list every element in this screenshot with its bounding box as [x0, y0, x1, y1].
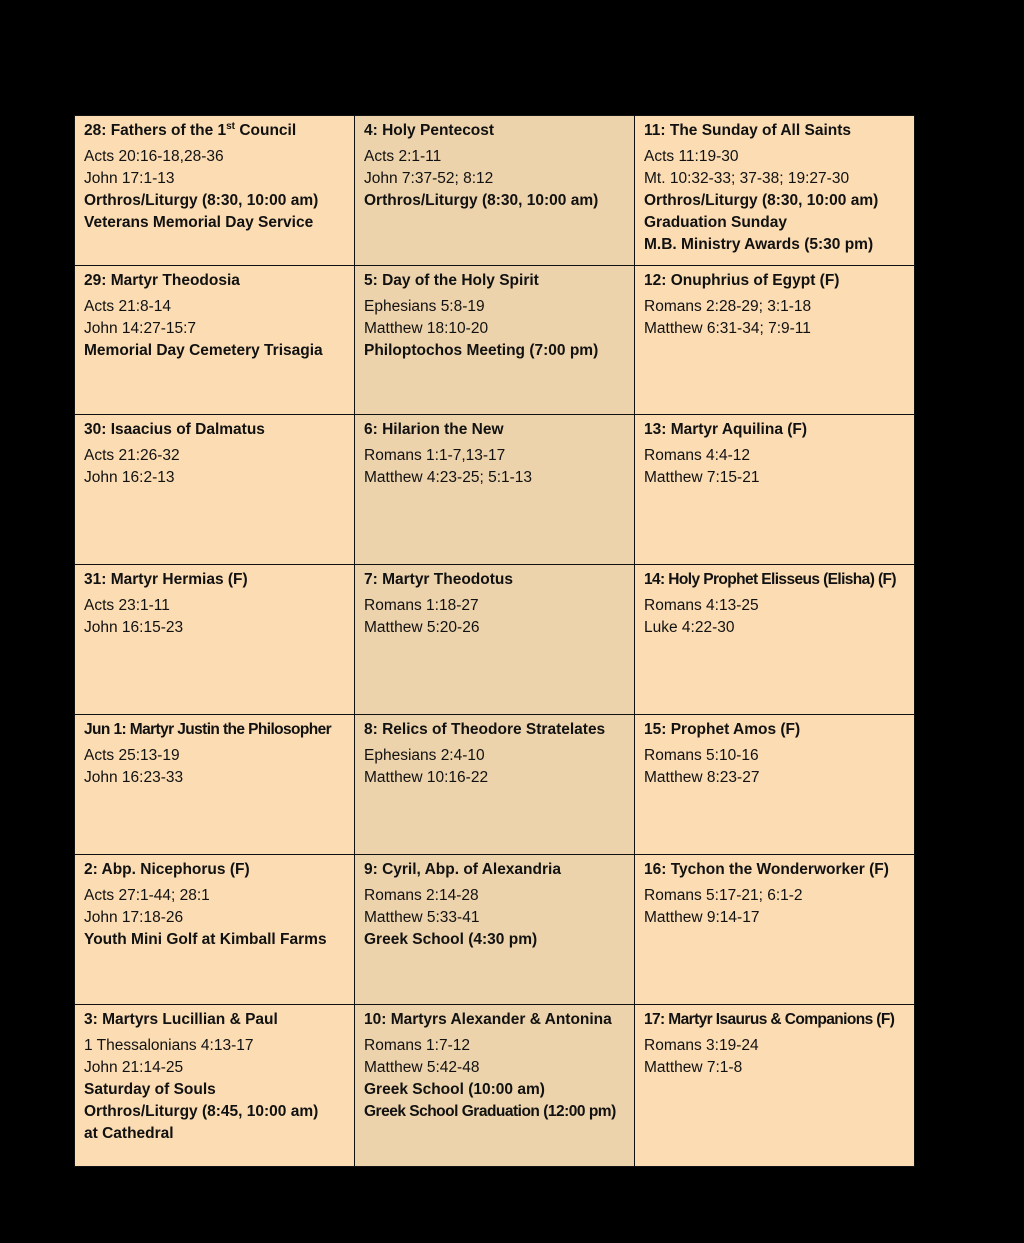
reading-line: Matthew 9:14-17 — [644, 909, 760, 926]
day-cell — [355, 1005, 635, 1167]
day-title — [364, 719, 626, 741]
day-title — [84, 120, 346, 142]
day-title — [84, 270, 346, 292]
day-cell — [635, 565, 915, 715]
day-title — [364, 859, 626, 881]
reading-line: Romans 2:28-29; 3:1-18 — [644, 298, 812, 315]
reading-line: Luke 4:22-30 — [644, 619, 735, 636]
reading-line: Romans 1:18-27 — [364, 597, 479, 614]
day-title-text: 9: Cyril, Abp. of Alexandria — [364, 861, 561, 878]
event-line: Orthros/Liturgy (8:30, 10:00 am) — [644, 192, 879, 209]
calendar-table — [74, 115, 915, 1167]
calendar-row — [75, 266, 915, 415]
reading-line: Romans 5:17-21; 6:1-2 — [644, 887, 803, 904]
event-line: M.B. Ministry Awards (5:30 pm) — [644, 236, 874, 253]
day-title-text: 2: Abp. Nicephorus (F) — [84, 861, 250, 878]
reading-line: Matthew 5:20-26 — [364, 619, 480, 636]
day-cell — [635, 1005, 915, 1167]
day-title — [364, 419, 626, 441]
day-cell — [355, 415, 635, 565]
reading-line: Acts 20:16-18,28-36 — [84, 148, 224, 165]
day-title-text: 14: Holy Prophet Elisseus (Elisha) (F) — [644, 571, 896, 588]
event-line: Greek School (4:30 pm) — [364, 931, 538, 948]
reading-line: Mt. 10:32-33; 37-38; 19:27-30 — [644, 170, 850, 187]
day-title-text: 30: Isaacius of Dalmatus — [84, 421, 265, 438]
reading-line: Matthew 4:23-25; 5:1-13 — [364, 469, 533, 486]
reading-line: Matthew 7:15-21 — [644, 469, 760, 486]
day-title-text: 11: The Sunday of All Saints — [644, 122, 851, 139]
day-title — [644, 569, 906, 591]
day-cell — [75, 855, 355, 1005]
day-cell — [75, 266, 355, 415]
day-cell — [635, 266, 915, 415]
day-title-text: 29: Martyr Theodosia — [84, 272, 240, 289]
reading-line: Ephesians 5:8-19 — [364, 298, 485, 315]
ordinal-suffix: st — [226, 120, 236, 132]
day-title-text: 28: Fathers of the 1 — [84, 122, 227, 139]
day-cell — [75, 1005, 355, 1167]
reading-line: Acts 21:8-14 — [84, 298, 172, 315]
reading-line: Romans 1:7-12 — [364, 1037, 470, 1054]
calendar-body — [75, 116, 915, 1167]
calendar-row — [75, 565, 915, 715]
event-line: Greek School (10:00 am) — [364, 1081, 545, 1098]
reading-line: Matthew 5:42-48 — [364, 1059, 480, 1076]
day-cell — [355, 565, 635, 715]
event-line: at Cathedral — [84, 1125, 174, 1142]
reading-line: John 7:37-52; 8:12 — [364, 170, 494, 187]
day-title — [364, 569, 626, 591]
day-title — [644, 120, 906, 142]
day-title-text: 8: Relics of Theodore Stratelates — [364, 721, 606, 738]
reading-line: Acts 21:26-32 — [84, 447, 180, 464]
reading-line: Acts 23:1-11 — [84, 597, 170, 614]
day-title — [364, 1009, 626, 1031]
reading-line: Acts 11:19-30 — [644, 148, 739, 165]
day-title-text: 16: Tychon the Wonderworker (F) — [644, 861, 889, 878]
day-title-text: Jun 1: Martyr Justin the Philosopher — [84, 721, 332, 738]
day-title — [644, 1009, 906, 1031]
day-cell — [635, 415, 915, 565]
reading-line: Romans 4:4-12 — [644, 447, 750, 464]
day-title-text: 15: Prophet Amos (F) — [644, 721, 801, 738]
day-title — [644, 419, 906, 441]
reading-line: Matthew 6:31-34; 7:9-11 — [644, 320, 811, 337]
day-cell — [75, 565, 355, 715]
event-line: Orthros/Liturgy (8:30, 10:00 am) — [364, 192, 599, 209]
event-line: Youth Mini Golf at Kimball Farms — [84, 931, 327, 948]
reading-line: Matthew 10:16-22 — [364, 769, 489, 786]
event-line: Graduation Sunday — [644, 214, 787, 231]
day-title — [84, 859, 346, 881]
event-line: Orthros/Liturgy (8:45, 10:00 am) — [84, 1103, 319, 1120]
reading-line: Romans 1:1-7,13-17 — [364, 447, 506, 464]
day-title — [644, 270, 906, 292]
day-title-text: 10: Martyrs Alexander & Antonina — [364, 1011, 612, 1028]
day-title-text: 5: Day of the Holy Spirit — [364, 272, 539, 289]
day-cell — [75, 715, 355, 855]
event-line: Greek School Graduation (12:00 pm) — [364, 1103, 616, 1120]
calendar-row — [75, 116, 915, 266]
reading-line: John 16:23-33 — [84, 769, 184, 786]
day-cell — [635, 855, 915, 1005]
event-line: Orthros/Liturgy (8:30, 10:00 am) — [84, 192, 319, 209]
day-title-text: 12: Onuphrius of Egypt (F) — [644, 272, 840, 289]
day-title — [84, 419, 346, 441]
day-title-text: 31: Martyr Hermias (F) — [84, 571, 248, 588]
reading-line: Matthew 5:33-41 — [364, 909, 480, 926]
day-title — [644, 859, 906, 881]
event-line: Memorial Day Cemetery Trisagia — [84, 342, 323, 359]
reading-line: Acts 27:1-44; 28:1 — [84, 887, 210, 904]
day-title — [84, 569, 346, 591]
reading-line: John 14:27-15:7 — [84, 320, 197, 337]
reading-line: John 16:2-13 — [84, 469, 175, 486]
reading-line: Ephesians 2:4-10 — [364, 747, 485, 764]
day-title — [364, 270, 626, 292]
reading-line: Romans 5:10-16 — [644, 747, 759, 764]
day-cell — [355, 715, 635, 855]
day-title — [84, 719, 346, 741]
reading-line: Acts 25:13-19 — [84, 747, 180, 764]
reading-line: John 21:14-25 — [84, 1059, 184, 1076]
day-title — [364, 120, 626, 142]
day-title-text: 6: Hilarion the New — [364, 421, 504, 438]
reading-line: John 17:1-13 — [84, 170, 175, 187]
calendar-row — [75, 415, 915, 565]
day-title-text: 4: Holy Pentecost — [364, 122, 495, 139]
day-cell — [355, 266, 635, 415]
day-cell — [635, 715, 915, 855]
reading-line: Matthew 8:23-27 — [644, 769, 760, 786]
reading-line: John 16:15-23 — [84, 619, 184, 636]
event-line: Saturday of Souls — [84, 1081, 216, 1098]
day-title-text: 17: Martyr Isaurus & Companions (F) — [644, 1011, 895, 1028]
day-title-text: 7: Martyr Theodotus — [364, 571, 513, 588]
day-cell — [635, 116, 915, 266]
reading-line: Matthew 18:10-20 — [364, 320, 489, 337]
event-line: Veterans Memorial Day Service — [84, 214, 314, 231]
day-title-text: 3: Martyrs Lucillian & Paul — [84, 1011, 278, 1028]
calendar-row — [75, 1005, 915, 1167]
calendar-row — [75, 855, 915, 1005]
day-title-text: Council — [235, 122, 297, 139]
day-title — [644, 719, 906, 741]
day-cell — [75, 116, 355, 266]
reading-line: 1 Thessalonians 4:13-17 — [84, 1037, 254, 1054]
reading-line: Romans 3:19-24 — [644, 1037, 759, 1054]
day-title-text: 13: Martyr Aquilina (F) — [644, 421, 808, 438]
reading-line: Romans 4:13-25 — [644, 597, 759, 614]
reading-line: Matthew 7:1-8 — [644, 1059, 743, 1076]
reading-line: Romans 2:14-28 — [364, 887, 479, 904]
day-title — [84, 1009, 346, 1031]
calendar-row — [75, 715, 915, 855]
event-line: Philoptochos Meeting (7:00 pm) — [364, 342, 599, 359]
reading-line: John 17:18-26 — [84, 909, 184, 926]
day-cell — [355, 855, 635, 1005]
reading-line: Acts 2:1-11 — [364, 148, 442, 165]
day-cell — [75, 415, 355, 565]
day-cell — [355, 116, 635, 266]
